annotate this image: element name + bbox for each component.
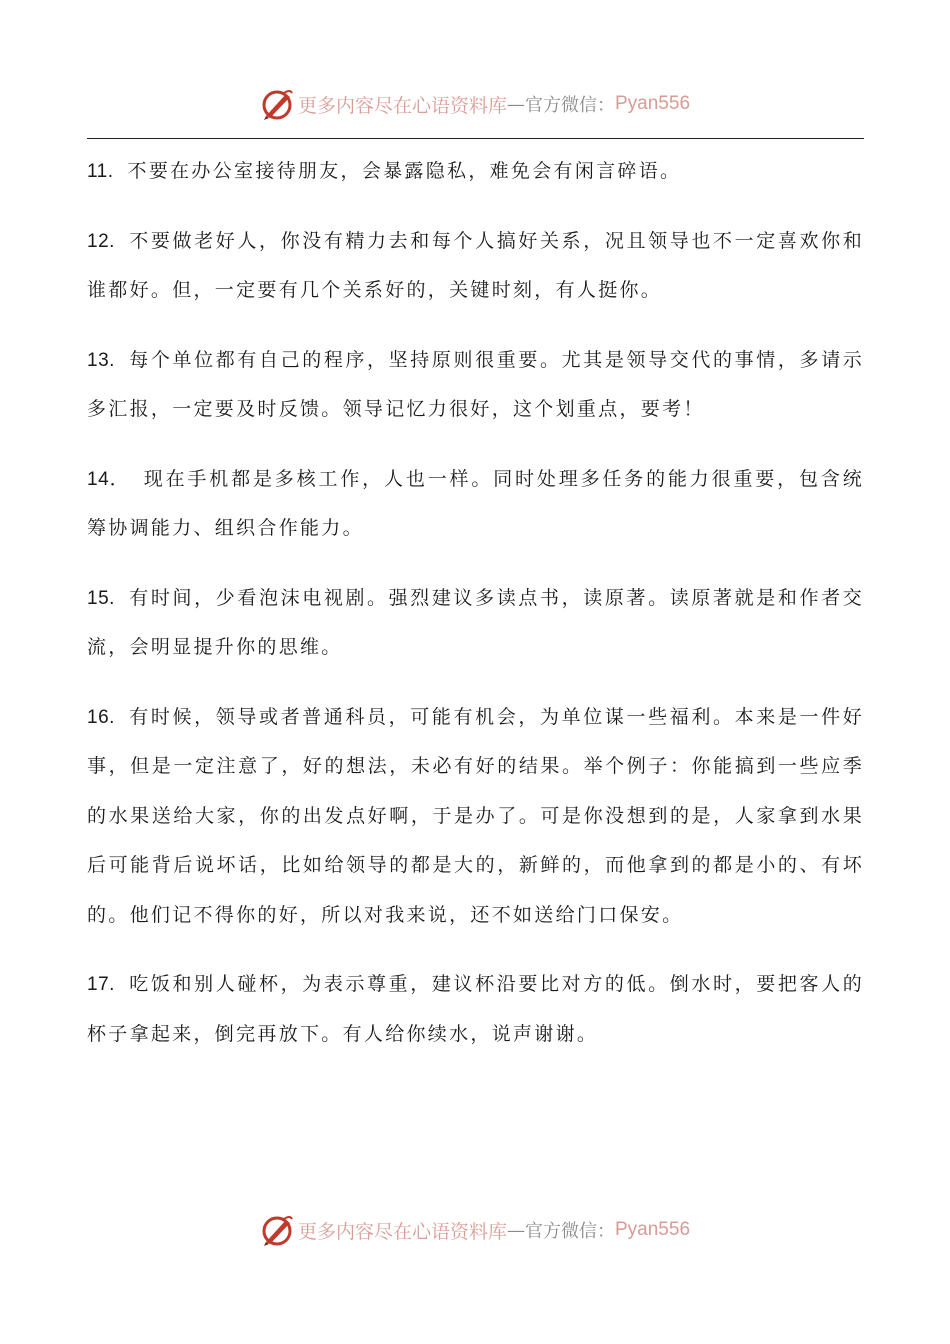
item-number: 15. <box>87 587 115 609</box>
pen-logo-icon <box>260 87 294 121</box>
list-item-15 <box>87 574 864 673</box>
banner-dash: — <box>507 93 525 115</box>
item-text: 有时间，少看泡沫电视剧。强烈建议多读点书，读原著。读原著就是和作者交流，会明显提升你的思维。 <box>87 586 864 658</box>
header-divider <box>87 138 864 139</box>
item-number: 11. <box>87 161 114 182</box>
item-text: 不要做老好人，你没有精力去和每个人搞好关系，况且领导也不一定喜欢你和谁都好。但，一定要有几个关系好的，关键时刻，有人挺你。 <box>87 229 864 301</box>
item-text: 吃饭和别人碰杯，为表示尊重，建议杯沿要比对方的低。倒水时，要把客人的杯子拿起来，倒完再放下。有人给你续水，说声谢谢。 <box>87 973 864 1045</box>
item-number: 13. <box>87 349 115 371</box>
banner-dash: — <box>507 1219 525 1241</box>
banner-main-text: 更多内容尽在心语资料库 <box>297 94 507 117</box>
banner-official-label: 官方微信： <box>525 1221 615 1242</box>
pen-logo-icon <box>260 1213 294 1247</box>
banner-official-label: 官方微信： <box>525 95 615 116</box>
footer-banner <box>0 1208 950 1252</box>
header-banner <box>0 82 950 126</box>
banner-main-text: 更多内容尽在心语资料库 <box>297 1220 507 1243</box>
item-number: 17. <box>87 974 115 995</box>
list-item-16 <box>87 693 864 941</box>
item-number: 16. <box>87 706 115 728</box>
list-item-11 <box>87 147 864 197</box>
item-text: 现在手机都是多核工作，人也一样。同时处理多任务的能力很重要，包含统筹协调能力、组织合作能力。 <box>87 467 865 539</box>
item-text: 有时候，领导或者普通科员，可能有机会，为单位谋一些福利。本来是一件好事，但是一定注意了，好的想法，未必有好的结果。举个例子：你能搞到一些应季的水果送给大家，你的出发点好啊，于是办了。可是你没想到的是，人家拿到水果后可能背后说坏话，比如给领导的都是大的，新鲜的，而他拿到的都是小的、有坏的。他们记不得你的好，所以对我来说，还不如送给门口保安。 <box>87 705 864 926</box>
item-text: 不要在办公室接待朋友，会暴露隐私，难免会有闲言碎语。 <box>127 160 682 182</box>
item-text: 每个单位都有自己的程序，坚持原则很重要。尤其是领导交代的事情，多请示多汇报，一定要及时反馈。领导记忆力很好，这个划重点，要考！ <box>87 348 864 420</box>
banner-wechat-id: Pyan556 <box>615 93 691 114</box>
document-body <box>87 147 864 1079</box>
item-number: 12. <box>87 230 115 252</box>
list-item-17 <box>87 960 864 1059</box>
list-item-12 <box>87 217 864 316</box>
banner-wechat-id: Pyan556 <box>615 1219 691 1240</box>
list-item-14 <box>87 455 864 554</box>
list-item-13 <box>87 336 864 435</box>
item-number: 14． <box>87 468 130 490</box>
